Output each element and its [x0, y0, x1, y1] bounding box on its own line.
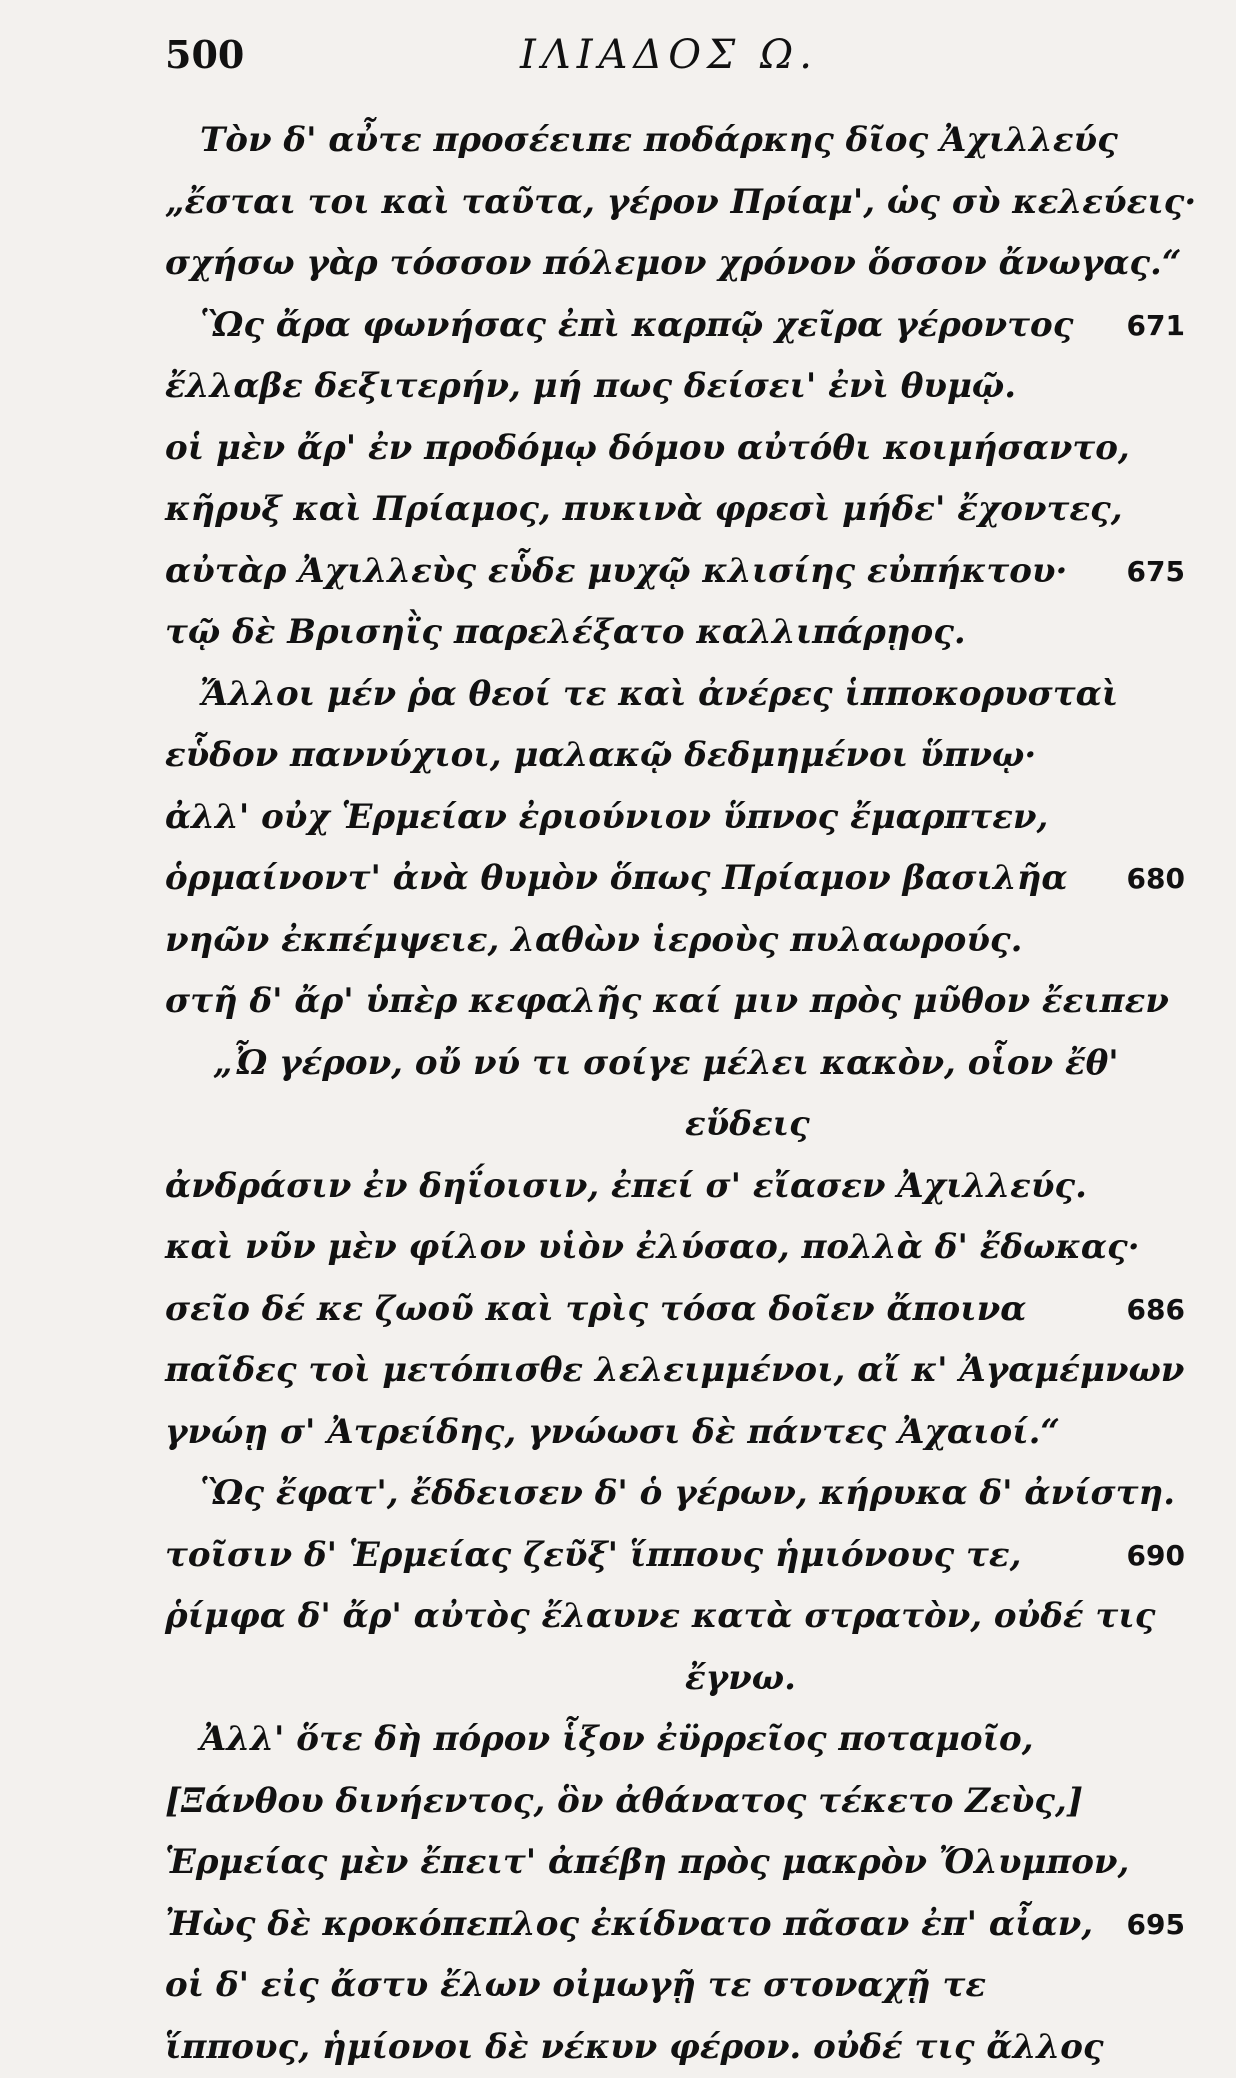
line-number: 680: [1127, 848, 1185, 910]
verse-line-text: Ὣς ἄρα φωνήσας ἐπὶ καρπῷ χεῖρα γέροντος: [200, 295, 1073, 357]
verse-line-text: οἱ μὲν ἄρ' ἐν προδόμῳ δόμου αὐτόθι κοιμήσαντο,: [165, 418, 1130, 480]
verse-line-text: αὐτὰρ Ἀχιλλεὺς εὗδε μυχῷ κλισίης εὐπήκτου·: [165, 541, 1067, 603]
verse-line: [165, 2017, 1185, 2078]
verse-line-text: [Ξάνθου δινήεντος, ὃν ἀθάνατος τέκετο Ζεὺς,]: [165, 1771, 1083, 1833]
verse-line: [165, 910, 1185, 972]
line-number: 671: [1127, 295, 1185, 357]
verse-line: [165, 1648, 1185, 1710]
verse-line-text: „ἔσται τοι καὶ ταῦτα, γέρον Πρίαμ', ὡς σὺ κελεύεις·: [165, 172, 1196, 234]
line-number: 690: [1127, 1525, 1185, 1587]
verse-line: [165, 1033, 1185, 1095]
verse-line: [165, 1525, 1185, 1587]
verse-line: [165, 1955, 1185, 2017]
verse-line-text: γνώῃ σ' Ἀτρείδης, γνώωσι δὲ πάντες Ἀχαιοί.“: [165, 1402, 1060, 1464]
verse-line: [165, 1894, 1185, 1956]
verse-line: [165, 1279, 1185, 1341]
verse-line: [165, 172, 1185, 234]
verse-line-text: σχήσω γὰρ τόσσον πόλεμον χρόνον ὅσσον ἄνωγας.“: [165, 233, 1181, 295]
verse-line: [165, 971, 1185, 1033]
verse-block: [165, 110, 1185, 2078]
verse-line-text: Ἀλλ' ὅτε δὴ πόρον ἷξον ἐϋρρεῖος ποταμοῖο,: [200, 1709, 1034, 1771]
verse-line: [165, 295, 1185, 357]
verse-line-text: ῥίμφα δ' ἄρ' αὐτὸς ἔλαυνε κατὰ στρατὸν, οὐδέ τις: [165, 1586, 1155, 1648]
verse-line-text: ἵππους, ἡμίονοι δὲ νέκυν φέρον. οὐδέ τις ἄλλος: [165, 2017, 1104, 2078]
verse-line-text: ὁρμαίνοντ' ἀνὰ θυμὸν ὅπως Πρίαμον βασιλῆα: [165, 848, 1068, 910]
verse-line-text: παῖδες τοὶ μετόπισθε λελειμμένοι, αἴ κ' Ἀγαμέμνων: [165, 1340, 1184, 1402]
verse-line: [165, 1832, 1185, 1894]
verse-line-text: εὕδεις: [685, 1094, 810, 1156]
verse-line: [165, 479, 1185, 541]
verse-line: [165, 1463, 1185, 1525]
verse-line: [165, 787, 1185, 849]
verse-line: [165, 1340, 1185, 1402]
verse-line-text: Ἑρμείας μὲν ἔπειτ' ἀπέβη πρὸς μακρὸν Ὄλυμπον,: [165, 1832, 1129, 1894]
verse-line-text: ἀνδράσιν ἐν δηΐοισιν, ἐπεί σ' εἴασεν Ἀχιλλεύς.: [165, 1156, 1087, 1218]
verse-line-text: καὶ νῦν μὲν φίλον υἱὸν ἐλύσαο, πολλὰ δ' ἔδωκας·: [165, 1217, 1140, 1279]
verse-line-text: εὗδον παννύχιοι, μαλακῷ δεδμημένοι ὕπνῳ·: [165, 725, 1036, 787]
verse-line-text: νηῶν ἐκπέμψειε, λαθὼν ἱεροὺς πυλαωρούς.: [165, 910, 1022, 972]
verse-line-text: σεῖο δέ κε ζωοῦ καὶ τρὶς τόσα δοῖεν ἄποινα: [165, 1279, 1026, 1341]
line-number: 675: [1127, 541, 1185, 603]
verse-line: [165, 1156, 1185, 1218]
verse-line-text: Ὣς ἔφατ', ἔδδεισεν δ' ὁ γέρων, κήρυκα δ' ἀνίστη.: [200, 1463, 1175, 1525]
page-header: [165, 32, 1165, 92]
page-number: 500: [165, 32, 244, 77]
verse-line: [165, 233, 1185, 295]
verse-line-text: Τὸν δ' αὖτε προσέειπε ποδάρκης δῖος Ἀχιλλεύς: [200, 110, 1118, 172]
verse-line-text: ἀλλ' οὐχ Ἑρμείαν ἐριούνιον ὕπνος ἔμαρπτεν,: [165, 787, 1048, 849]
verse-line: [165, 664, 1185, 726]
verse-line: [165, 1094, 1185, 1156]
verse-line-text: „Ὦ γέρον, οὔ νύ τι σοίγε μέλει κακὸν, οἷον ἔθ': [213, 1033, 1119, 1095]
running-title: ΙΛΙΑΔΟΣ Ω.: [520, 32, 818, 78]
verse-line-text: Ἠὼς δὲ κροκόπεπλος ἐκίδνατο πᾶσαν ἐπ' αἶαν,: [165, 1894, 1093, 1956]
verse-line: [165, 356, 1185, 418]
verse-line: [165, 848, 1185, 910]
verse-line: [165, 602, 1185, 664]
verse-line-text: οἱ δ' εἰς ἄστυ ἔλων οἰμωγῇ τε στοναχῇ τε: [165, 1955, 986, 2017]
verse-line: [165, 541, 1185, 603]
verse-line: [165, 1709, 1185, 1771]
verse-line-text: Ἄλλοι μέν ῥα θεοί τε καὶ ἀνέρες ἱπποκορυσταὶ: [200, 664, 1118, 726]
line-number: 695: [1127, 1894, 1185, 1956]
verse-line-text: τοῖσιν δ' Ἑρμείας ζεῦξ' ἵππους ἡμιόνους τε,: [165, 1525, 1021, 1587]
verse-line-text: ἔγνω.: [685, 1648, 796, 1710]
verse-line-text: ἔλλαβε δεξιτερήν, μή πως δείσει' ἐνὶ θυμῷ.: [165, 356, 1016, 418]
line-number: 686: [1127, 1279, 1185, 1341]
verse-line-text: τῷ δὲ Βρισηῒς παρελέξατο καλλιπάρῃος.: [165, 602, 966, 664]
verse-line-text: στῆ δ' ἄρ' ὑπὲρ κεφαλῆς καί μιν πρὸς μῦθον ἔειπεν: [165, 971, 1169, 1033]
verse-line-text: κῆρυξ καὶ Πρίαμος, πυκινὰ φρεσὶ μήδε' ἔχοντες,: [165, 479, 1123, 541]
verse-line: [165, 110, 1185, 172]
verse-line: [165, 1586, 1185, 1648]
verse-line: [165, 1217, 1185, 1279]
verse-line: [165, 1771, 1185, 1833]
verse-line: [165, 1402, 1185, 1464]
verse-line: [165, 418, 1185, 480]
verse-line: [165, 725, 1185, 787]
